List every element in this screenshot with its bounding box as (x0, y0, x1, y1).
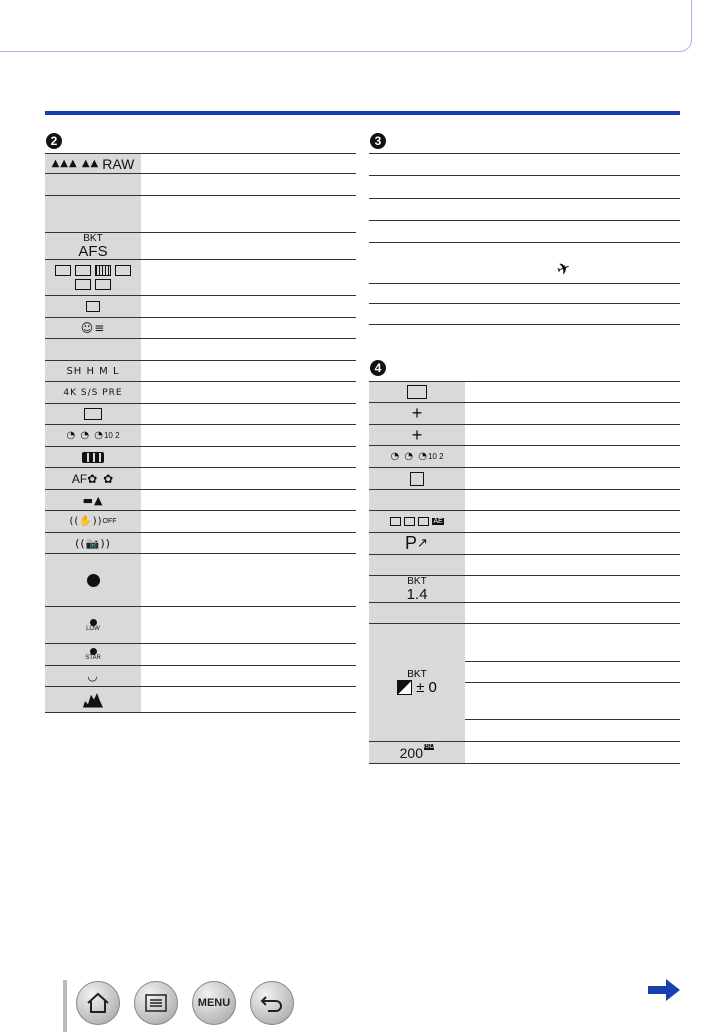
self-timer-icons: ◔ ◔ ◔ 10 2 (369, 446, 465, 467)
section-3-number: 3 (370, 133, 386, 149)
stabilizer-off-icon: ((✋)) OFF (45, 511, 141, 532)
blank-cell (369, 603, 465, 623)
aperture-bracket-icon: BKT 1.4 (369, 576, 465, 602)
exposure-bracket-icon: BKT ± 0 (369, 624, 465, 741)
table-row (369, 243, 680, 284)
blank-cell (369, 555, 465, 575)
table-row (45, 260, 356, 296)
page-header-box (0, 0, 692, 52)
nav-divider (63, 980, 67, 1032)
blank-cell (369, 490, 465, 510)
table-row (45, 174, 356, 196)
table-row (45, 490, 356, 511)
table-row (45, 666, 356, 687)
section-3-heading (370, 130, 386, 150)
table-row (45, 318, 356, 339)
table-row (369, 199, 680, 221)
burst-icons: SH H M L (45, 361, 141, 381)
table-row (45, 404, 356, 425)
table-row (45, 687, 356, 713)
table-row (45, 644, 356, 666)
focus-area-icon (45, 296, 141, 317)
section-divider (45, 111, 680, 115)
section-2-heading (46, 130, 62, 150)
section-3-table (369, 153, 680, 325)
back-icon (260, 993, 284, 1013)
section-2-number: 2 (46, 133, 62, 149)
star-dot-icon: STAR (45, 644, 141, 665)
metering-icons: AE (369, 511, 465, 532)
table-row (45, 447, 356, 468)
home-icon (86, 992, 110, 1014)
home-button[interactable] (76, 981, 120, 1025)
table-row (45, 511, 356, 533)
table-row (369, 425, 680, 446)
af-mode-icons (45, 260, 141, 295)
camera-shake-icon: ((📷)) (45, 533, 141, 553)
table-row (45, 339, 356, 361)
af-bracket-icon: BKT AFS (45, 233, 141, 259)
iso-icon: 200 ISO (369, 742, 465, 763)
list-icon (145, 994, 167, 1012)
table-row (369, 176, 680, 199)
section-4-number: 4 (370, 360, 386, 376)
quality-raw-icon: ▲▲▲ ▲▲ RAW (45, 154, 141, 173)
af-area-frame-icon (369, 382, 465, 402)
table-row (45, 425, 356, 447)
menu-button[interactable] (192, 981, 236, 1025)
contents-button[interactable] (134, 981, 178, 1025)
table-row (369, 221, 680, 243)
table-row (369, 154, 680, 176)
blank-cell (45, 339, 141, 360)
section-4-table (369, 381, 680, 764)
crosshair-icon: + (369, 425, 465, 445)
wifi-icon: ◡ (45, 666, 141, 686)
row-divider (465, 719, 680, 720)
table-row (369, 603, 680, 624)
table-row (369, 381, 680, 403)
table-row (45, 361, 356, 382)
table-row (369, 576, 680, 603)
face-detect-icon: ☺≡ (45, 318, 141, 338)
low-dot-icon: LOW (45, 607, 141, 643)
next-page-arrow-icon[interactable] (646, 977, 682, 1003)
airplane-icon: ✈ (554, 259, 574, 280)
histogram-icon (45, 687, 141, 712)
blank-cell (45, 174, 141, 195)
table-row (369, 446, 680, 468)
level-gauge-icon: ▬▲ (45, 490, 141, 510)
back-button[interactable] (250, 981, 294, 1025)
post-focus-icon (45, 404, 141, 424)
table-row (45, 196, 356, 233)
table-row (369, 304, 680, 325)
table-row (369, 468, 680, 490)
table-row (369, 742, 680, 764)
menu-label: MENU (197, 997, 231, 1009)
table-row (369, 533, 680, 555)
mute-icon (369, 468, 465, 489)
table-row (45, 533, 356, 554)
row-divider (465, 661, 680, 662)
table-row (45, 607, 356, 644)
table-row (369, 555, 680, 576)
table-row (45, 554, 356, 607)
table-row (45, 233, 356, 260)
crosshair-icon: + (369, 403, 465, 424)
table-row (45, 296, 356, 318)
exposure-comp-icon (397, 680, 412, 695)
table-row (45, 468, 356, 490)
recording-dot-icon (45, 554, 141, 606)
4k-photo-icons: 4K S/S PRE (45, 382, 141, 403)
self-timer-icons: ◔ ◔ ◔ 10 2 (45, 425, 141, 446)
row-divider (465, 682, 680, 683)
section-4-heading (370, 357, 386, 377)
program-shift-icon: P ↗ (369, 533, 465, 554)
table-row (369, 490, 680, 511)
section-2-table (45, 153, 356, 713)
af-macro-icons: AF ✿ ✿ (45, 468, 141, 489)
table-row (45, 382, 356, 404)
battery-icon (45, 447, 141, 467)
exposure-block (369, 624, 680, 742)
table-row (369, 403, 680, 425)
blank-cell (45, 196, 141, 232)
table-row (369, 511, 680, 533)
table-row (369, 284, 680, 304)
table-row (45, 153, 356, 174)
